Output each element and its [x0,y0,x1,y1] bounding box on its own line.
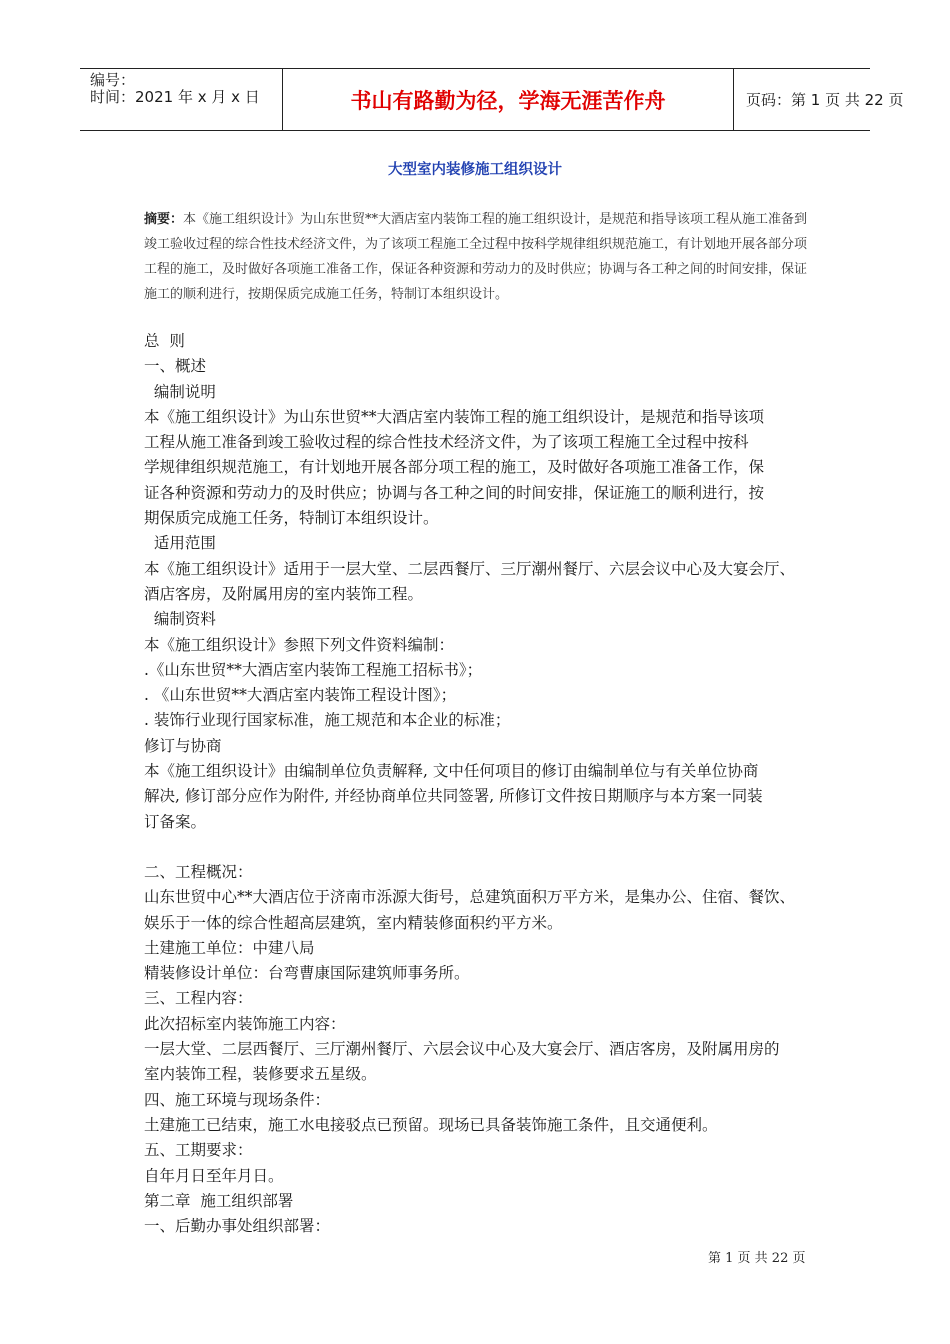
body-line: 一层大堂、二层西餐厅、三厅潮州餐厅、六层会议中心及大宴会厅、酒店客房，及附属用房的 [144,1040,780,1059]
body-line: 证各种资源和劳动力的及时供应；协调与各工种之间的时间安排，保证施工的顺利进行，按 [144,483,765,502]
body-line: 本《施工组织设计》适用于一层大堂、二层西餐厅、三厅潮州餐厅、六层会议中心及大宴会厅、 [144,559,796,578]
body-line: 本《施工组织设计》为山东世贸**大酒店室内装饰工程的施工组织设计，是规范和指导该项 [144,407,765,426]
body-line: 娱乐于一体的综合性超高层建筑，室内精装修面积约平方米。 [144,913,563,932]
body-line: . 《山东世贸**大酒店室内装饰工程设计图》； [144,686,457,705]
document-title: 大型室内装修施工组织设计 [388,162,562,178]
body-line: 一、概述 [144,357,207,376]
time-label: 时间：2021 年 x 月 x 日 [90,88,260,106]
header-motto: 书山有路勤为径，学海无涯苦作舟 [282,69,734,130]
body-line: . 装饰行业现行国家标准，施工规范和本企业的标准； [144,711,511,730]
body-line: 自年月日至年月日。 [144,1166,284,1185]
body-text [144,329,816,1239]
blank-line [144,835,816,860]
body-line: 编制说明 [144,382,216,401]
body-line: 土建施工单位：中建八局 [144,938,315,957]
abstract-text: 本《施工组织设计》为山东世贸**大酒店室内装饰工程的施工组织设计，是规范和指导该项工程从施工准备到竣工验收过程的综合性技术经济文件，为了该项工程施工全过程中按科学规律组织规范施工，有计划地开展各部分项工程的施工，及时做好各项施工准备工作，保证各种资源和劳动力的及时供应；协调与各工种之间的时间安排，保证施工的顺利进行，按期保质完成施工任务，特制订本组织设计。 [144,212,808,302]
body-line: 本《施工组织设计》参照下列文件资料编制： [144,635,455,654]
header-meta [80,69,282,130]
body-line: 五、工期要求： [144,1141,253,1160]
body-line: .《山东世贸**大酒店室内装饰工程施工招标书》； [144,660,483,679]
body-line: 总 则 [144,332,185,350]
body-line: 编制资料 [144,610,216,629]
body-line: 第二章 施工组织部署 [144,1191,294,1210]
body-line: 学规律组织规范施工，有计划地开展各部分项工程的施工，及时做好各项施工准备工作，保 [144,458,765,477]
body-line: 订备案。 [144,812,207,831]
body-line: 此次招标室内装饰施工内容： [144,1014,346,1033]
body-line: 土建施工已结束，施工水电接驳点已预留。现场已具备装饰施工条件，且交通便利。 [144,1115,718,1134]
body-line: 期保质完成施工任务，特制订本组织设计。 [144,509,439,528]
body-line: 解决, 修订部分应作为附件, 并经协商单位共同签署, 所修订文件按日期顺序与本方案一同装 [144,787,763,806]
body-line: 三、工程内容： [144,989,253,1008]
body-line: 工程从施工准备到竣工验收过程的综合性技术经济文件，为了该项工程施工全过程中按科 [144,433,749,452]
abstract [144,207,814,307]
body-line: 山东世贸中心**大酒店位于济南市泺源大街号，总建筑面积万平方米，是集办公、住宿、餐饮、 [144,888,796,907]
abstract-label: 摘要： [144,212,184,227]
body-line: 本《施工组织设计》由编制单位负责解释, 文中任何项目的修订由编制单位与有关单位协商 [144,762,759,781]
body-line: 修订与协商 [144,736,222,755]
page-header [80,68,904,131]
page-footer: 第 1 页 共 22 页 [708,1251,806,1266]
body-line: 一、后勤办事处组织部署： [144,1217,331,1236]
body-line: 精装修设计单位：台弯曹康国际建筑师事务所。 [144,964,470,983]
body-line: 适用范围 [144,534,216,553]
body-line: 酒店客房，及附属用房的室内装饰工程。 [144,584,424,603]
body-line: 室内装饰工程，装修要求五星级。 [144,1065,377,1084]
header-page-info: 页码：第 1 页 共 22 页 [746,91,904,109]
code-label: 编号： [90,71,136,89]
body-line: 二、工程概况： [144,862,253,881]
body-line: 四、施工环境与现场条件： [144,1090,331,1109]
